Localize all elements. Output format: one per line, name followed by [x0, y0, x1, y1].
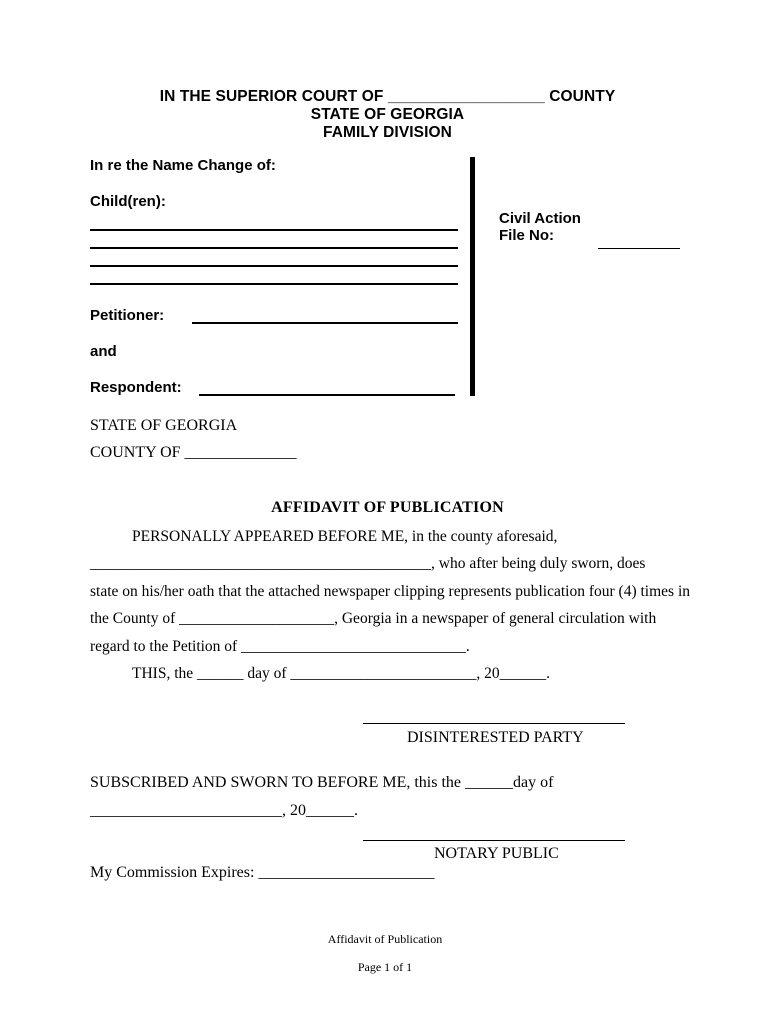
child-name-line [90, 231, 458, 249]
civil-action-label: Civil Action [499, 210, 581, 227]
sworn-statement-line1: SUBSCRIBED AND SWORN TO BEFORE ME, this the ______day of [90, 774, 554, 792]
page-footer [0, 932, 770, 975]
child-name-line [90, 267, 458, 285]
header-division-line: FAMILY DIVISION [323, 124, 452, 141]
file-no-line [598, 227, 680, 249]
footer-doc-title: Affidavit of Publication [327, 932, 443, 946]
venue-county: COUNTY OF ______________ [90, 444, 297, 461]
notary-signature-line [363, 840, 625, 841]
file-no-label: File No: [499, 227, 554, 244]
file-no-row [499, 227, 680, 249]
commission-expires-line: My Commission Expires: ______________________ [90, 864, 435, 882]
in-re-label: In re the Name Change of: [90, 157, 276, 174]
body-line: PERSONALLY APPEARED BEFORE ME, in the county aforesaid, [132, 528, 558, 545]
affidavit-body [90, 523, 691, 687]
respondent-label: Respondent: [90, 379, 182, 396]
child-name-line [90, 249, 458, 267]
body-line: ____________________________________________, who after being duly sworn, does [90, 555, 646, 573]
and-label: and [90, 343, 117, 360]
respondent-name-line [199, 379, 455, 396]
disinterested-party-signature-line [363, 723, 625, 724]
body-line: regard to the Petition of _____________________________. [90, 637, 470, 655]
venue-state: STATE OF GEORGIA [90, 417, 238, 434]
footer-page-info: Page 1 of 1 [357, 960, 413, 974]
petitioner-name-line [192, 307, 458, 324]
petitioner-label: Petitioner: [90, 307, 165, 324]
case-caption [90, 157, 685, 396]
disinterested-party-label: DISINTERESTED PARTY [407, 729, 584, 747]
child-name-line [90, 210, 458, 231]
header-court-line: IN THE SUPERIOR COURT OF __________________ COUNTY [159, 88, 616, 105]
venue-block [90, 417, 685, 461]
notary-public-label: NOTARY PUBLIC [434, 845, 559, 863]
caption-right-column [499, 157, 680, 396]
children-label: Child(ren): [90, 193, 166, 210]
body-line: state on his/her oath that the attached newspaper clipping represents publication four (4) times in [90, 582, 691, 600]
caption-divider-bar [470, 157, 475, 396]
sworn-statement-line2: ________________________, 20______. [90, 802, 358, 820]
respondent-row [90, 379, 458, 396]
body-line: THIS, the ______ day of ________________________, 20______. [132, 665, 551, 683]
petitioner-row [90, 307, 458, 324]
affidavit-title: AFFIDAVIT OF PUBLICATION [271, 499, 504, 516]
caption-left-column [90, 157, 458, 396]
body-line: the County of ____________________, Georgia in a newspaper of general circulation with [90, 610, 657, 628]
header-state-line: STATE OF GEORGIA [310, 106, 465, 123]
court-header [90, 88, 685, 142]
